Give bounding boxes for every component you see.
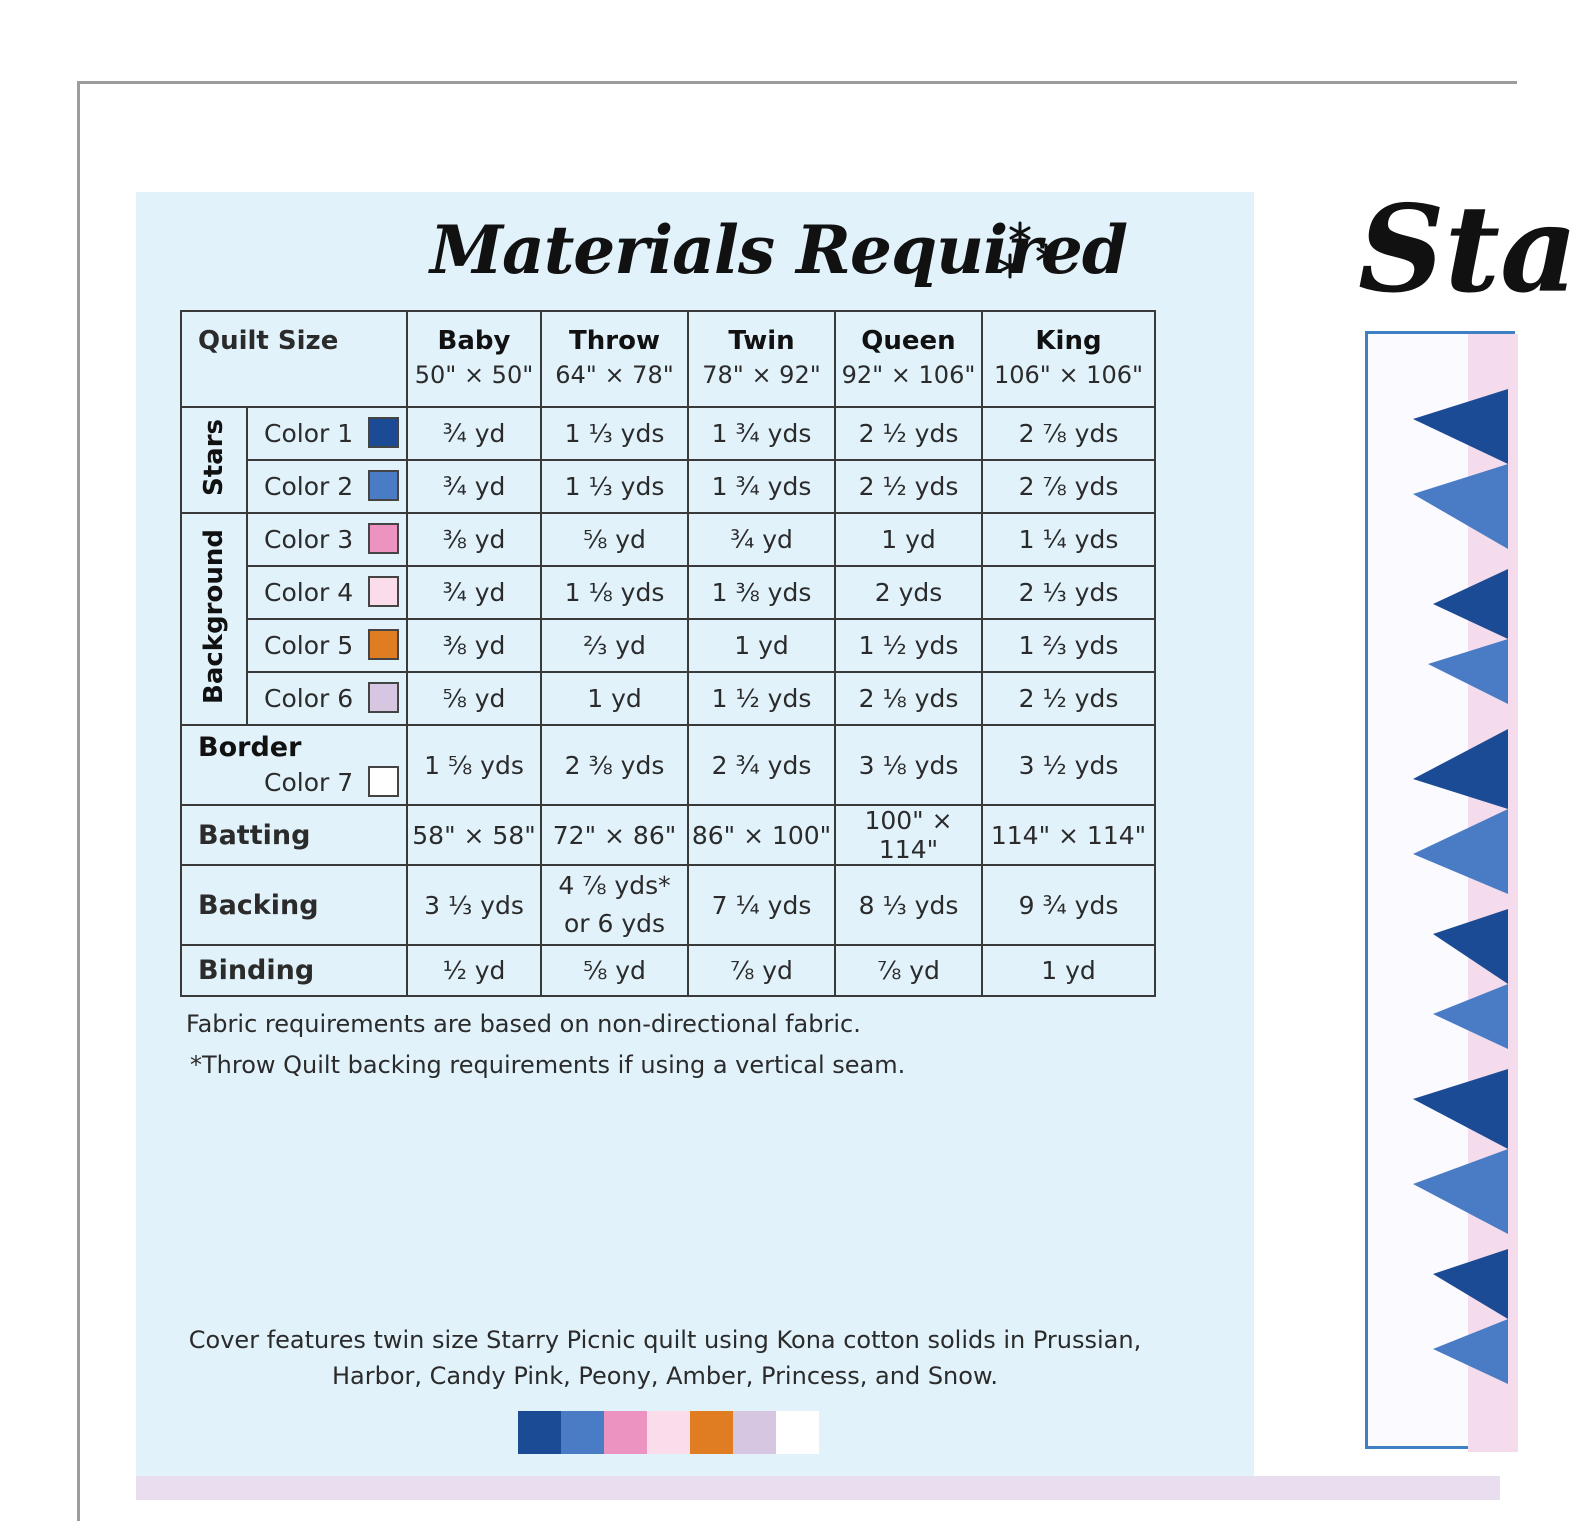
color-3-label: Color 3: [247, 513, 407, 566]
col-dims: 50" × 50": [414, 361, 534, 389]
table-cell: 1 ⅜ yds: [688, 566, 835, 619]
quilt-photo: [1365, 331, 1515, 1449]
table-cell: 1 ⅓ yds: [541, 460, 688, 513]
group-background: Background: [181, 513, 247, 725]
table-cell: ⅔ yd: [541, 619, 688, 672]
table-cell: 3 ½ yds: [982, 725, 1155, 805]
materials-title: Materials Required: [430, 211, 1128, 289]
table-row: [181, 460, 1155, 513]
table-cell: ¾ yd: [407, 566, 541, 619]
binding-row: [181, 945, 1155, 996]
col-dims: 106" × 106": [993, 361, 1144, 389]
col-queen: [835, 311, 982, 407]
sparkle-stars-icon: [990, 215, 1070, 285]
quilt-stars-image: [1368, 334, 1518, 1452]
fabric-note: Fabric requirements are based on non-directional fabric.: [186, 1010, 861, 1038]
quilt-size-label: Quilt Size: [181, 311, 407, 407]
cover-note-line: Cover features twin size Starry Picnic quilt using Kona cotton solids in Prussian,: [188, 1326, 1142, 1354]
col-twin: [688, 311, 835, 407]
table-cell: 1 ½ yds: [688, 672, 835, 725]
table-cell: 2 ½ yds: [835, 460, 982, 513]
color-palette: [518, 1411, 819, 1454]
table-row: [181, 566, 1155, 619]
table-cell: 1 yd: [835, 513, 982, 566]
table-cell: ⅜ yd: [407, 513, 541, 566]
table-cell: 2 ½ yds: [982, 672, 1155, 725]
table-cell: ⅞ yd: [835, 945, 982, 996]
table-cell: 1 ½ yds: [835, 619, 982, 672]
col-dims: 92" × 106": [841, 361, 976, 389]
table-cell: ¾ yd: [407, 460, 541, 513]
table-cell: 2 ¾ yds: [688, 725, 835, 805]
table-row: [181, 672, 1155, 725]
binding-label: Binding: [181, 945, 407, 996]
color-5-label: Color 5: [247, 619, 407, 672]
materials-table: [180, 310, 1156, 997]
table-cell: 2 ⅞ yds: [982, 407, 1155, 460]
table-cell: 1 ⅔ yds: [982, 619, 1155, 672]
table-cell: ⅝ yd: [541, 945, 688, 996]
bottom-strip: [136, 1476, 1500, 1500]
color-4-swatch: [368, 576, 399, 607]
color-4-label: Color 4: [247, 566, 407, 619]
batting-label: Batting: [181, 805, 407, 865]
col-king: [982, 311, 1155, 407]
group-stars: Stars: [181, 407, 247, 513]
palette-swatch: [647, 1411, 690, 1454]
color-3-swatch: [368, 523, 399, 554]
table-cell: 2 ⅛ yds: [835, 672, 982, 725]
table-cell: 9 ¾ yds: [982, 865, 1155, 945]
color-5-swatch: [368, 629, 399, 660]
table-cell: 1 ¾ yds: [688, 460, 835, 513]
table-cell: ⅜ yd: [407, 619, 541, 672]
border-row: [181, 725, 1155, 805]
col-baby: [407, 311, 541, 407]
color-1-label: Color 1: [247, 407, 407, 460]
backing-row: [181, 865, 1155, 945]
table-row: [181, 513, 1155, 566]
quilt-name-title: Sta: [1358, 179, 1578, 320]
header-row: [181, 311, 1155, 407]
palette-swatch: [604, 1411, 647, 1454]
col-name: Twin: [728, 326, 795, 356]
table-cell: 1 ¾ yds: [688, 407, 835, 460]
table-cell: 1 ⅛ yds: [541, 566, 688, 619]
table-cell: 7 ¼ yds: [688, 865, 835, 945]
table-cell: 1 yd: [982, 945, 1155, 996]
table-cell: ⅝ yd: [541, 513, 688, 566]
table-cell: 2 yds: [835, 566, 982, 619]
palette-swatch: [561, 1411, 604, 1454]
table-cell: 1 ⅓ yds: [541, 407, 688, 460]
table-cell: 1 ⅝ yds: [407, 725, 541, 805]
col-name: King: [1035, 326, 1102, 356]
table-cell: 8 ⅓ yds: [835, 865, 982, 945]
table-cell: 2 ⅜ yds: [541, 725, 688, 805]
cover-note-line: Harbor, Candy Pink, Peony, Amber, Princess, and Snow.: [331, 1362, 999, 1390]
table-cell: 58" × 58": [407, 805, 541, 865]
table-row: [181, 407, 1155, 460]
palette-swatch: [776, 1411, 819, 1454]
table-cell: 100" × 114": [835, 805, 982, 865]
table-cell: 2 ⅓ yds: [982, 566, 1155, 619]
table-cell: 72" × 86": [541, 805, 688, 865]
col-dims: 64" × 78": [555, 361, 674, 389]
table-cell: 114" × 114": [982, 805, 1155, 865]
col-name: Throw: [569, 326, 660, 356]
table-cell: 1 ¼ yds: [982, 513, 1155, 566]
table-cell: 3 ⅓ yds: [407, 865, 541, 945]
color-1-swatch: [368, 417, 399, 448]
palette-swatch: [518, 1411, 561, 1454]
table-cell: ⅞ yd: [688, 945, 835, 996]
border-label: Border Color 7: [181, 725, 407, 805]
color-6-label: Color 6: [247, 672, 407, 725]
col-throw: [541, 311, 688, 407]
palette-swatch: [733, 1411, 776, 1454]
table-cell: 1 yd: [541, 672, 688, 725]
col-name: Queen: [861, 326, 956, 356]
table-cell: 3 ⅛ yds: [835, 725, 982, 805]
table-cell: 2 ⅞ yds: [982, 460, 1155, 513]
cover-note: [180, 1322, 1150, 1394]
table-cell: ¾ yd: [407, 407, 541, 460]
quilt-star-block: [1413, 389, 1508, 549]
table-cell: 86" × 100": [688, 805, 835, 865]
table-cell: ¾ yd: [688, 513, 835, 566]
table-row: [181, 619, 1155, 672]
color-6-swatch: [368, 682, 399, 713]
table-cell: 2 ½ yds: [835, 407, 982, 460]
backing-note: *Throw Quilt backing requirements if using a vertical seam.: [190, 1051, 906, 1079]
color-2-swatch: [368, 470, 399, 501]
color-7-swatch: [368, 766, 399, 797]
batting-row: [181, 805, 1155, 865]
col-dims: 78" × 92": [702, 361, 821, 389]
table-cell: 1 yd: [688, 619, 835, 672]
backing-label: Backing: [181, 865, 407, 945]
table-cell: 4 ⅞ yds* or 6 yds: [541, 865, 688, 945]
col-name: Baby: [437, 326, 511, 356]
table-cell: ⅝ yd: [407, 672, 541, 725]
palette-swatch: [690, 1411, 733, 1454]
color-2-label: Color 2: [247, 460, 407, 513]
table-cell: ½ yd: [407, 945, 541, 996]
